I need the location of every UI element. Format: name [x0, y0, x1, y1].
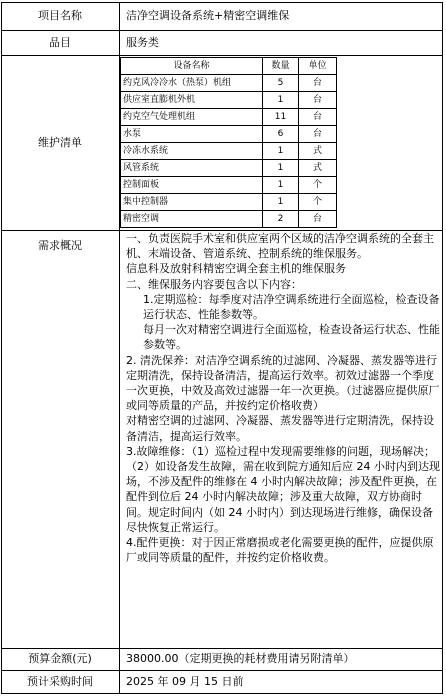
equipment-qty: 1	[263, 194, 299, 211]
requirement-paragraph: 2. 清洗保养：对洁净空调系统的过滤网、冷凝器、蒸发器等进行定期清洗，保持设备清洁，提高运行效率。初效过滤器一个季度一次更换，中效及高效过滤器一年一次更换。（过滤器应提供原厂或同等质量的产品，并按约定价格收费）	[126, 353, 440, 413]
equipment-qty: 1	[263, 92, 299, 109]
requirements-label	[1, 231, 119, 261]
requirement-paragraph: 对精密空调的过滤网、冷凝器、蒸发器等进行定期清洗，保持设备清洁，提高运行效率。	[126, 414, 434, 443]
equipment-unit: 个	[299, 194, 337, 211]
equipment-unit: 台	[299, 92, 337, 109]
equipment-unit: 个	[299, 177, 337, 194]
project-name-label: 项目名称	[38, 9, 82, 22]
equipment-name: 水泵	[121, 126, 263, 143]
equipment-qty: 6	[263, 126, 299, 143]
equipment-name: 集中控制器	[121, 194, 263, 211]
equipment-qty: 2	[263, 211, 299, 228]
equipment-unit: 式	[299, 143, 337, 160]
column-header-unit: 单位	[299, 58, 337, 75]
equipment-unit: 台	[299, 211, 337, 228]
table-row	[121, 75, 337, 92]
table-row	[121, 194, 337, 211]
column-header-qty: 数量	[263, 58, 299, 75]
budget-label: 预算金额(元)	[28, 652, 92, 665]
equipment-table	[120, 57, 336, 228]
project-name-value: 洁净空调设备系统+精密空调维保	[126, 9, 290, 22]
column-header-name: 设备名称	[121, 58, 263, 75]
requirement-paragraph: （2）如设备发生故障，需在收到院方通知后应 24 小时内到达现场，不涉及配件的维修在 4 小时内解决故障；涉及配件更换，在配件到位后 24 小时内解决故障；涉及重大故障，双方协商时间。规定时间内（如 24 小时内）到达现场进行维修，确保设备尽快恢复正常运行。	[126, 460, 440, 534]
requirement-paragraph: 1.定期巡检：每季度对洁净空调系统进行全面巡检，检查设备运行状态、性能参数等。	[143, 292, 440, 322]
equipment-unit: 台	[299, 75, 337, 92]
purchase-time-label: 预计采购时间	[27, 675, 93, 688]
budget-value: 38000.00（定期更换的耗材费用请另附清单）	[126, 652, 355, 665]
requirement-paragraph: 信息科及放射科精密空调全套主机的维保服务	[126, 262, 346, 276]
table-row	[121, 126, 337, 143]
table-row	[121, 92, 337, 109]
equipment-unit: 式	[299, 160, 337, 177]
maintenance-list-label: 维护清单	[38, 135, 82, 149]
procurement-form	[1, 2, 443, 694]
equipment-name: 控制面板	[121, 177, 263, 194]
equipment-qty: 1	[263, 177, 299, 194]
table-row	[121, 211, 337, 228]
equipment-qty: 5	[263, 75, 299, 92]
category-label: 品目	[49, 35, 71, 49]
equipment-table-header	[121, 58, 337, 75]
table-row	[121, 109, 337, 126]
category-value: 服务类	[126, 36, 159, 49]
equipment-name: 供应室直膨机外机	[121, 92, 263, 109]
equipment-name: 约克风冷冷水（热泵）机组	[121, 75, 263, 92]
purchase-time-value: 2025 年 09 月 15 日前	[126, 675, 244, 688]
requirements-text	[126, 231, 440, 565]
requirements-label-text: 需求概况	[38, 239, 82, 252]
table-row	[121, 143, 337, 160]
equipment-unit: 台	[299, 126, 337, 143]
requirement-paragraph: 每月一次对精密空调进行全面巡检，检查设备运行状态、性能参数等。	[143, 323, 440, 352]
equipment-name: 精密空调	[121, 211, 263, 228]
requirement-paragraph: 二、维保服务内容要包含以下内容：	[126, 277, 302, 291]
equipment-name: 约克空气处理机组	[121, 109, 263, 126]
equipment-name: 冷冻水系统	[121, 143, 263, 160]
requirement-paragraph: 4.配件更换：对于因正常磨损或老化需要更换的配件，应提供原厂或同等质量的配件，并按约定价格收费。	[126, 536, 434, 565]
table-row	[121, 177, 337, 194]
equipment-qty: 1	[263, 160, 299, 177]
requirement-paragraph: 3.故障维修：（1）巡检过程中发现需要维修的问题，现场解决；	[126, 444, 435, 458]
equipment-unit: 台	[299, 109, 337, 126]
requirement-paragraph: 一、负责医院手术室和供应室两个区域的洁净空调系统的全套主机、末端设备、管道系统、控制系统的维保服务。	[126, 232, 434, 261]
table-row	[121, 160, 337, 177]
equipment-qty: 1	[263, 143, 299, 160]
equipment-name: 风管系统	[121, 160, 263, 177]
equipment-qty: 11	[263, 109, 299, 126]
